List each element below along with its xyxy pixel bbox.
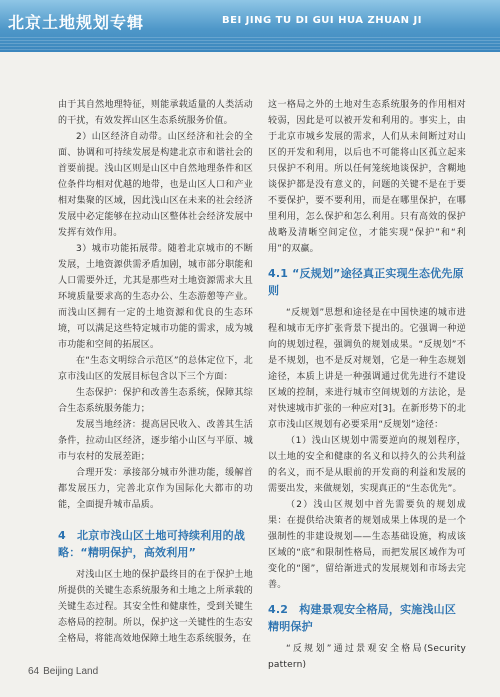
paragraph: “反规划”思想和途径是在中国快速的城市进程和城市无序扩张背景下提出的。它强调一种逆向的规划过程，强调负的规划成果。“反规划”不是不规划，也不是反对规划，它是一种生态规划途径，本质上讲是一种强调通过优先进行不建设区域的控制，来进行城市空间规划的方法论，是对快速城市扩张的一种应对[3]。在新形势下的北京市浅山区规划有必要采用“反规划”途径： bbox=[268, 308, 466, 430]
paragraph: 对浅山区土地的保护最终目的在于保护土地所提供的关键生态系统服务和土地之上所承载的关键生态过程。其安全性和健康性，受到关键生态格局的控制。所以，保护这一关键性的生态安全格局，将能高效地保障土地生态系统服务，在 bbox=[58, 570, 253, 644]
header-subtitle: BEI JING TU DI GUI HUA ZHUAN JI bbox=[222, 15, 422, 26]
page-number: 64 bbox=[28, 666, 40, 677]
header-stripes bbox=[0, 37, 500, 52]
paragraph: 合理开发：承接部分城市外泄功能，缓解首都发展压力，完善北京作为国际化大都市的功能，全面提升城市品质。 bbox=[58, 468, 253, 510]
paragraph: 在“生态文明综合示范区”的总体定位下，北京市浅山区的发展目标包含以下三个方面： bbox=[58, 356, 253, 382]
left-column bbox=[58, 97, 253, 647]
paragraph: 由于其自然地理特征，则能承载适量的人类活动的干扰，有效发挥山区生态系统服务价值。 bbox=[58, 100, 253, 126]
right-column bbox=[268, 97, 466, 673]
section-heading: 4 北京市浅山区土地可持续利用的战略：“精明保护，高效利用” bbox=[58, 529, 246, 559]
paragraph: “反规划”通过景观安全格局(Security pattern) bbox=[268, 644, 466, 670]
paragraph: 3）城市功能拓展带。随着北京城市的不断发展，土地资源供需矛盾加剧，城市部分职能和人口需要外迁，尤其是那些对土地资源需求大且环境质量要求高的生态办公、生态游憩等产业。而浅山区拥有一定的土地资源和优良的生态环境，可以满足这些特定城市功能的需求，成为城市功能和空间的拓展区。 bbox=[58, 244, 253, 350]
paragraph: 2）山区经济自动带。山区经济和社会的全面、协调和可持续发展是构建北京市和谐社会的首要前提。浅山区则是山区中自然地理条件和区位条件均相对优越的地带，也是山区人口和产业相对集聚的区域，因此浅山区在未来的社会经济发展中必定能够在拉动山区整体社会经济发展中发挥有效作用。 bbox=[58, 132, 253, 238]
page-header bbox=[0, 0, 500, 52]
subsection-heading: 4.1 “反规划”途径真正实现生态优先原则 bbox=[268, 267, 464, 297]
paragraph: 生态保护：保护和改善生态系统，保障其综合生态系统服务能力； bbox=[58, 388, 253, 414]
journal-name: Beijing Land bbox=[43, 666, 99, 677]
paragraph: （1）浅山区规划中需要逆向的规划程序，以土地的安全和健康的名义和以持久的公共利益的名义，而不是从眼前的开发商的利益和发展的需要出发，来做规划，实现真正的“生态优先”。 bbox=[268, 436, 466, 494]
page-footer bbox=[28, 666, 98, 677]
paragraph: 这一格局之外的土地对生态系统服务的作用相对较弱，因此是可以被开发和利用的。事实上，由于北京市城乡发展的需求，人们从未间断过对山区的开发和利用，以后也不可能将山区孤立起来只保护不利用。所以任何笼统地谈保护，含糊地谈保护都是没有意义的，问题的关键不是在于要不要保护，要不要利用，而是在哪里保护，在哪里利用，怎么保护和怎么利用。只有高效的保护战略及清晰空间定位，才能实现“保护”和“利用”的双赢。 bbox=[268, 100, 466, 254]
subsection-heading: 4.2 构建景观安全格局，实施浅山区精明保护 bbox=[268, 603, 457, 633]
paragraph: （2）浅山区规划中首先需要负的规划成果：在提供给决策者的规划成果上体现的是一个强制性的非建设规划——生态基础设施，构成该区域的“底”和限制性格局，而把发展区域作为可变化的“图”，留给渐进式的发展规划和市场去完善。 bbox=[268, 500, 466, 590]
header-title: 北京土地规划专辑 bbox=[8, 13, 145, 32]
paragraph: 发展当地经济：提高居民收入、改善其生活条件，拉动山区经济，逐步缩小山区与平原、城市与农村的发展差距； bbox=[58, 420, 253, 462]
